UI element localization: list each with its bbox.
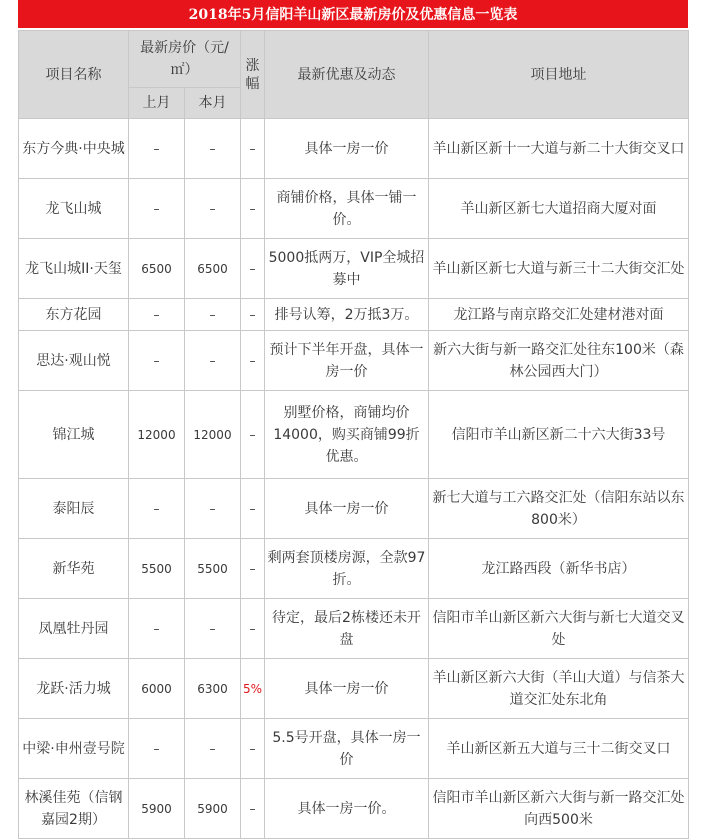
project-address: 羊山新区新七大道招商大厦对面 — [429, 179, 689, 239]
price-this-month: – — [185, 331, 241, 391]
price-change: – — [241, 599, 265, 659]
housing-price-table — [18, 30, 689, 839]
project-address: 新七大道与工六路交汇处（信阳东站以东800米） — [429, 479, 689, 539]
project-name: 龙跃·活力城 — [19, 659, 129, 719]
header-address: 项目地址 — [429, 31, 689, 119]
project-address: 信阳市羊山新区新六大街与新一路交汇处向西500米 — [429, 779, 689, 839]
project-name: 龙飞山城 — [19, 179, 129, 239]
price-this-month: – — [185, 719, 241, 779]
header-this-month: 本月 — [185, 88, 241, 119]
price-this-month: 6500 — [185, 239, 241, 299]
price-last-month: – — [129, 119, 185, 179]
price-last-month: 6500 — [129, 239, 185, 299]
price-last-month: – — [129, 331, 185, 391]
price-last-month: – — [129, 719, 185, 779]
project-name: 中梁·申州壹号院 — [19, 719, 129, 779]
promo-text: 商铺价格，具体一铺一价。 — [265, 179, 429, 239]
table-row — [19, 299, 689, 331]
promo-text: 具体一房一价 — [265, 479, 429, 539]
price-change: 5% — [241, 659, 265, 719]
table-row — [19, 779, 689, 839]
project-address: 信阳市羊山新区新六大街与新七大道交叉处 — [429, 599, 689, 659]
project-name: 东方花园 — [19, 299, 129, 331]
price-this-month: 5500 — [185, 539, 241, 599]
price-this-month: – — [185, 179, 241, 239]
project-address: 羊山新区新七大道与新三十二大街交汇处 — [429, 239, 689, 299]
price-change: – — [241, 119, 265, 179]
project-address: 羊山新区新十一大道与新二十大街交叉口 — [429, 119, 689, 179]
price-this-month: – — [185, 479, 241, 539]
price-this-month: – — [185, 119, 241, 179]
price-change: – — [241, 239, 265, 299]
price-change: – — [241, 479, 265, 539]
price-change: – — [241, 779, 265, 839]
project-name: 新华苑 — [19, 539, 129, 599]
header-change: 涨幅 — [241, 31, 265, 119]
promo-text: 预计下半年开盘，具体一房一价 — [265, 331, 429, 391]
price-last-month: 6000 — [129, 659, 185, 719]
table-row — [19, 239, 689, 299]
table-row — [19, 179, 689, 239]
price-last-month: – — [129, 479, 185, 539]
table-row — [19, 331, 689, 391]
price-change: – — [241, 179, 265, 239]
price-this-month: 5900 — [185, 779, 241, 839]
price-this-month: – — [185, 299, 241, 331]
price-change: – — [241, 391, 265, 479]
table-row — [19, 479, 689, 539]
table-row — [19, 539, 689, 599]
price-change: – — [241, 299, 265, 331]
project-name: 林溪佳苑（信钢嘉园2期） — [19, 779, 129, 839]
header-promo: 最新优惠及动态 — [265, 31, 429, 119]
price-this-month: 12000 — [185, 391, 241, 479]
project-address: 龙江路西段（新华书店） — [429, 539, 689, 599]
promo-text: 5000抵两万，VIP全城招募中 — [265, 239, 429, 299]
header-last-month: 上月 — [129, 88, 185, 119]
project-address: 信阳市羊山新区新二十六大街33号 — [429, 391, 689, 479]
project-address: 龙江路与南京路交汇处建材港对面 — [429, 299, 689, 331]
promo-text: 具体一房一价 — [265, 119, 429, 179]
price-change: – — [241, 331, 265, 391]
project-name: 泰阳辰 — [19, 479, 129, 539]
project-name: 凤凰牡丹园 — [19, 599, 129, 659]
project-name: 思达·观山悦 — [19, 331, 129, 391]
promo-text: 剩两套顶楼房源，全款97折。 — [265, 539, 429, 599]
promo-text: 具体一房一价 — [265, 659, 429, 719]
table-row — [19, 391, 689, 479]
price-last-month: – — [129, 179, 185, 239]
page-title: 2018年5月信阳羊山新区最新房价及优惠信息一览表 — [18, 0, 688, 28]
promo-text: 别墅价格，商铺均价14000，购买商铺99折优惠。 — [265, 391, 429, 479]
promo-text: 待定，最后2栋楼还未开盘 — [265, 599, 429, 659]
promo-text: 排号认筹，2万抵3万。 — [265, 299, 429, 331]
price-last-month: – — [129, 299, 185, 331]
price-this-month: 6300 — [185, 659, 241, 719]
promo-text: 5.5号开盘，具体一房一价 — [265, 719, 429, 779]
price-last-month: – — [129, 599, 185, 659]
project-address: 羊山新区新五大道与三十二街交叉口 — [429, 719, 689, 779]
table-row — [19, 599, 689, 659]
promo-text: 具体一房一价。 — [265, 779, 429, 839]
price-last-month: 5900 — [129, 779, 185, 839]
price-change: – — [241, 719, 265, 779]
table-row — [19, 719, 689, 779]
price-last-month: 5500 — [129, 539, 185, 599]
project-address: 新六大街与新一路交汇处往东100米（森林公园西大门） — [429, 331, 689, 391]
price-this-month: – — [185, 599, 241, 659]
price-last-month: 12000 — [129, 391, 185, 479]
project-name: 锦江城 — [19, 391, 129, 479]
price-change: – — [241, 539, 265, 599]
table-row — [19, 119, 689, 179]
project-address: 羊山新区新六大街（羊山大道）与信茶大道交汇处东北角 — [429, 659, 689, 719]
project-name: 龙飞山城II·天玺 — [19, 239, 129, 299]
header-project-name: 项目名称 — [19, 31, 129, 119]
project-name: 东方今典·中央城 — [19, 119, 129, 179]
table-row — [19, 659, 689, 719]
header-price-group: 最新房价（元/㎡） — [129, 31, 241, 88]
